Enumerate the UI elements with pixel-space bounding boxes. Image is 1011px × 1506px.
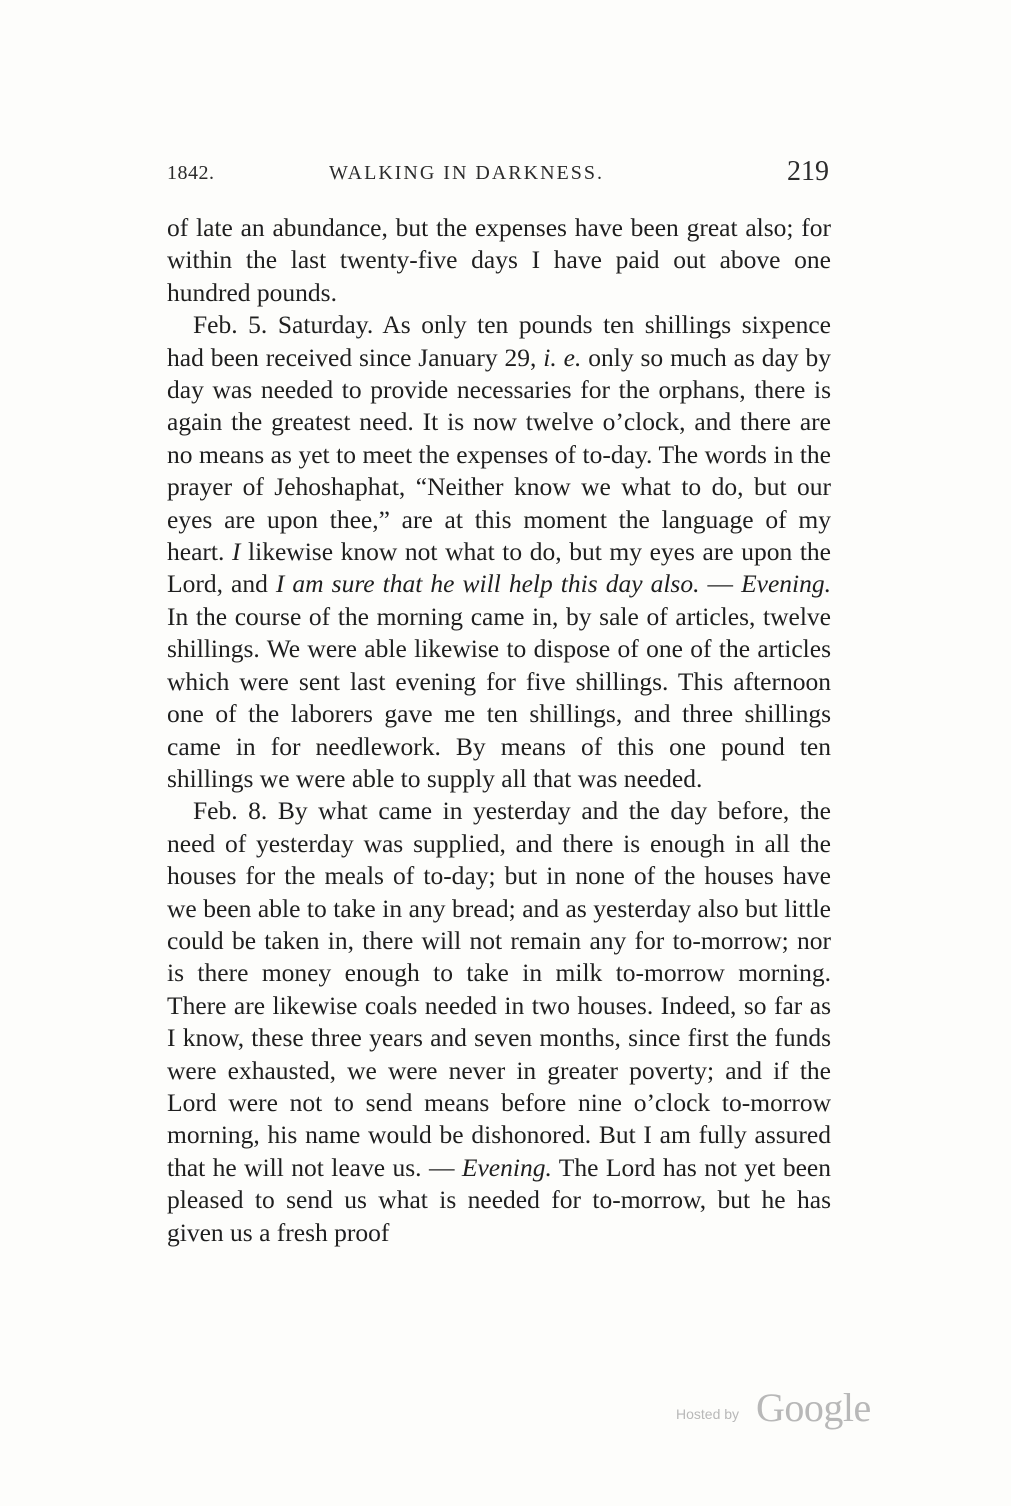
paragraph-feb-5: [167, 309, 831, 795]
watermark-hosted-by: Hosted by: [676, 1406, 740, 1422]
running-head: [167, 158, 831, 194]
body-text: [167, 212, 831, 1249]
google-logo: Google: [756, 1385, 871, 1430]
text-run: Feb. 5. Saturday. As only ten pounds ten shillings sixpence had been received since January 29,: [167, 310, 831, 372]
header-year: 1842.: [167, 162, 215, 184]
text-run: likewise know not what to do, but my eyes are upon the Lord, and: [167, 537, 831, 599]
text-run: —: [699, 569, 742, 599]
page-number: 219: [787, 156, 829, 187]
header-title: WALKING IN DARKNESS.: [329, 162, 604, 184]
paragraph-feb-8: [167, 795, 831, 1249]
text-run: The Lord has not yet been pleased to send us what is needed for to-morrow, but he has given us a fresh proof: [167, 1152, 831, 1247]
italic-run: I: [231, 537, 241, 567]
text-run: In the course of the morning came in, by sale of articles, twelve shillings. We were able likewise to dispose of one of the articles which were sent last evening for five shillings. This afternoon one of the laborers gave me ten shillings, and three shillings came in for needlework. By means of this one pound ten shillings we were able to supply all that was needed.: [167, 601, 831, 793]
italic-run: Evening.: [741, 569, 832, 599]
text-run: Feb. 8. By what came in yesterday and the day before, the need of yesterday was supplied, and there is enough in all the houses for the meals of to-day; but in none of the houses have we been able to take in any bread; and as yesterday also but little could be taken in, there will not remain any for to-morrow; nor is there money enough to take in milk to-morrow morning. There are likewise coals needed in two houses. Indeed, so far as I know, these three years and seven months, since first the funds were exhausted, we were never in greater poverty; and if the Lord were not to send means before nine o’clock to-morrow morning, his name would be dishonored. But I am fully assured that he will not leave us. —: [167, 796, 831, 1182]
paragraph-continued: of late an abundance, but the expenses have been great also; for within the last twenty-five days I have paid out above one hundred pounds.: [167, 213, 831, 307]
hosted-by-google-watermark: [676, 1385, 886, 1432]
italic-run: I am sure that he will help this day also.: [275, 569, 700, 599]
text-run: only so much as day by day was needed to provide necessaries for the orphans, there is again the greatest need. It is now twelve o’clock, and there are no means as yet to meet the expenses of to-day. The words in the prayer of Jehoshaphat, “Neither know we what to do, but our eyes are upon thee,” are at this moment the language of my heart.: [167, 342, 831, 567]
italic-run: i. e.: [543, 342, 582, 372]
italic-run: Evening.: [461, 1152, 552, 1182]
